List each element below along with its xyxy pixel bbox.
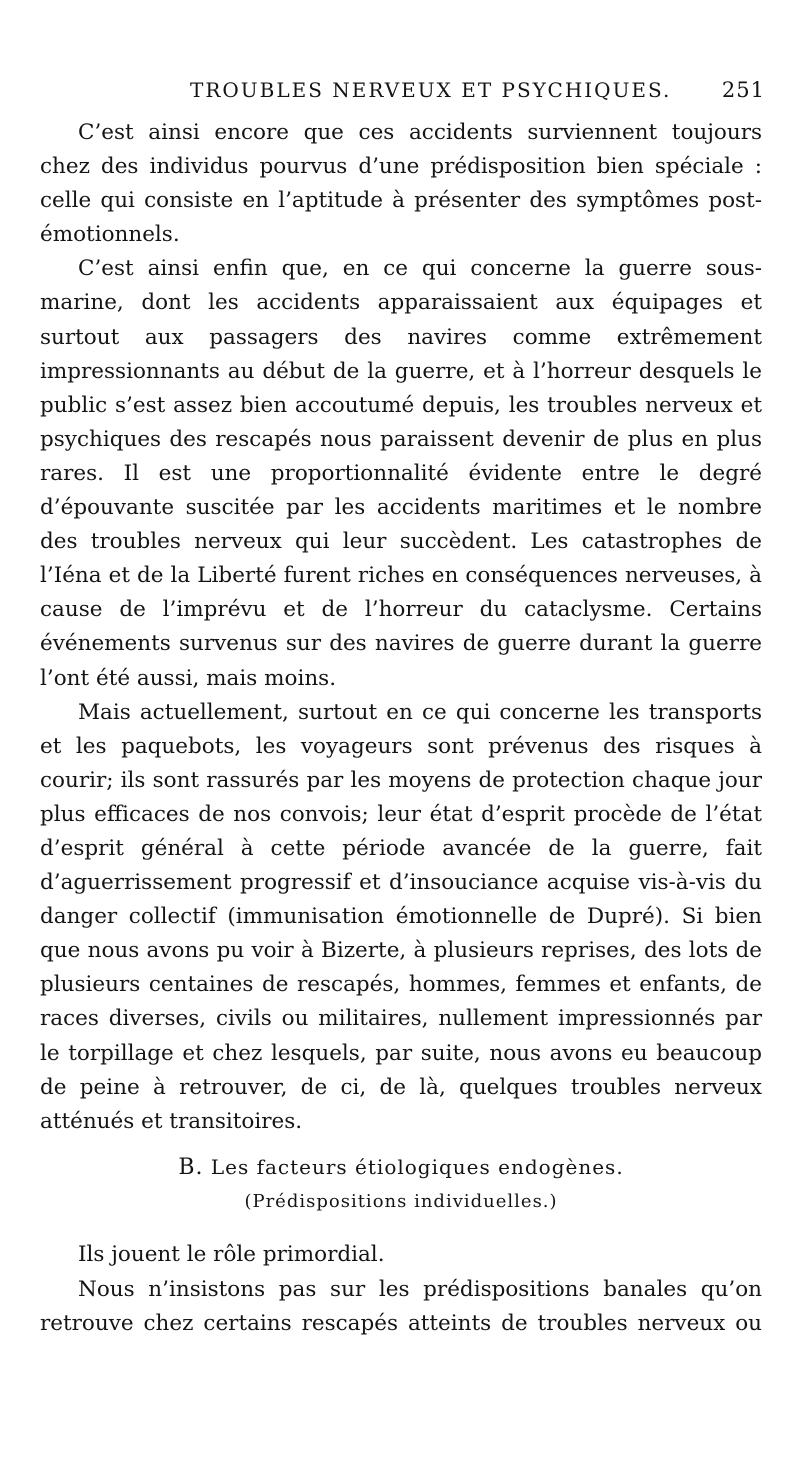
section-subtitle: (Prédispositions individuelles.) (244, 1191, 558, 1212)
paragraph-1: C’est ainsi encore que ces accidents surviennent toujours chez des individus pourvus d’une prédisposition bien spéciale : celle qui consiste en l’aptitude à présenter des symptômes post-émotionnels. (40, 120, 762, 248)
body-text-continued (40, 1238, 762, 1342)
page-number: 251 (721, 78, 765, 102)
section-title-text: Les facteurs étiologiques endogènes. (210, 1155, 624, 1179)
section-heading (40, 1152, 762, 1217)
paragraph-3: Mais actuellement, surtout en ce qui concerne les transports et les paquebots, les voyageurs sont prévenus des risques à courir; ils sont rassurés par les moyens de protection chaque jour plus efficaces de nos convois; leur état d’esprit procède de l’état d’esprit général à cette période avancée de la guerre, fait d’aguerrissement progressif et d’insouciance acquise vis-à-vis du danger collectif (immunisation émotionnelle de Dupré). Si bien que nous avons pu voir à Bizerte, à plusieurs reprises, des lots de plusieurs centaines de rescapés, hommes, femmes et enfants, de races diverses, civils ou militaires, nullement impressionnés par le torpillage et chez lesquels, par suite, nous avons eu beaucoup de peine à retrouver, de ci, de là, quelques troubles nerveux atténués et transitoires. (40, 699, 762, 1134)
section-title (40, 1152, 762, 1183)
running-title: TROUBLES NERVEUX ET PSYCHIQUES. (190, 78, 672, 102)
paragraph-4: Ils jouent le rôle primordial. (78, 1242, 385, 1267)
body-text (40, 116, 762, 1139)
running-head (40, 78, 765, 108)
section-letter: B. (178, 1155, 204, 1180)
paragraph-5: Nous n’insistons pas sur les prédispositions banales qu’on retrouve chez certains rescapés atteints de troubles nerveux ou (40, 1276, 762, 1336)
paragraph-2: C’est ainsi enfin que, en ce qui concerne la guerre sous-marine, dont les accidents apparaissaient aux équipages et surtout aux passagers des navires comme extrêmement impressionnants au début de la guerre, et à l’horreur desquels le public s’est assez bien accoutumé depuis, les troubles nerveux et psychiques des rescapés nous paraissent devenir de plus en plus rares. Il est une proportionnalité évidente entre le degré d’épouvante suscitée par les accidents maritimes et le nombre des troubles nerveux qui leur succèdent. Les catastrophes de l’Iéna et de la Liberté furent riches en conséquences nerveuses, à cause de l’imprévu et de l’horreur du cataclysme. Certains événements survenus sur des navires de guerre durant la guerre l’ont été aussi, mais moins. (40, 256, 762, 691)
